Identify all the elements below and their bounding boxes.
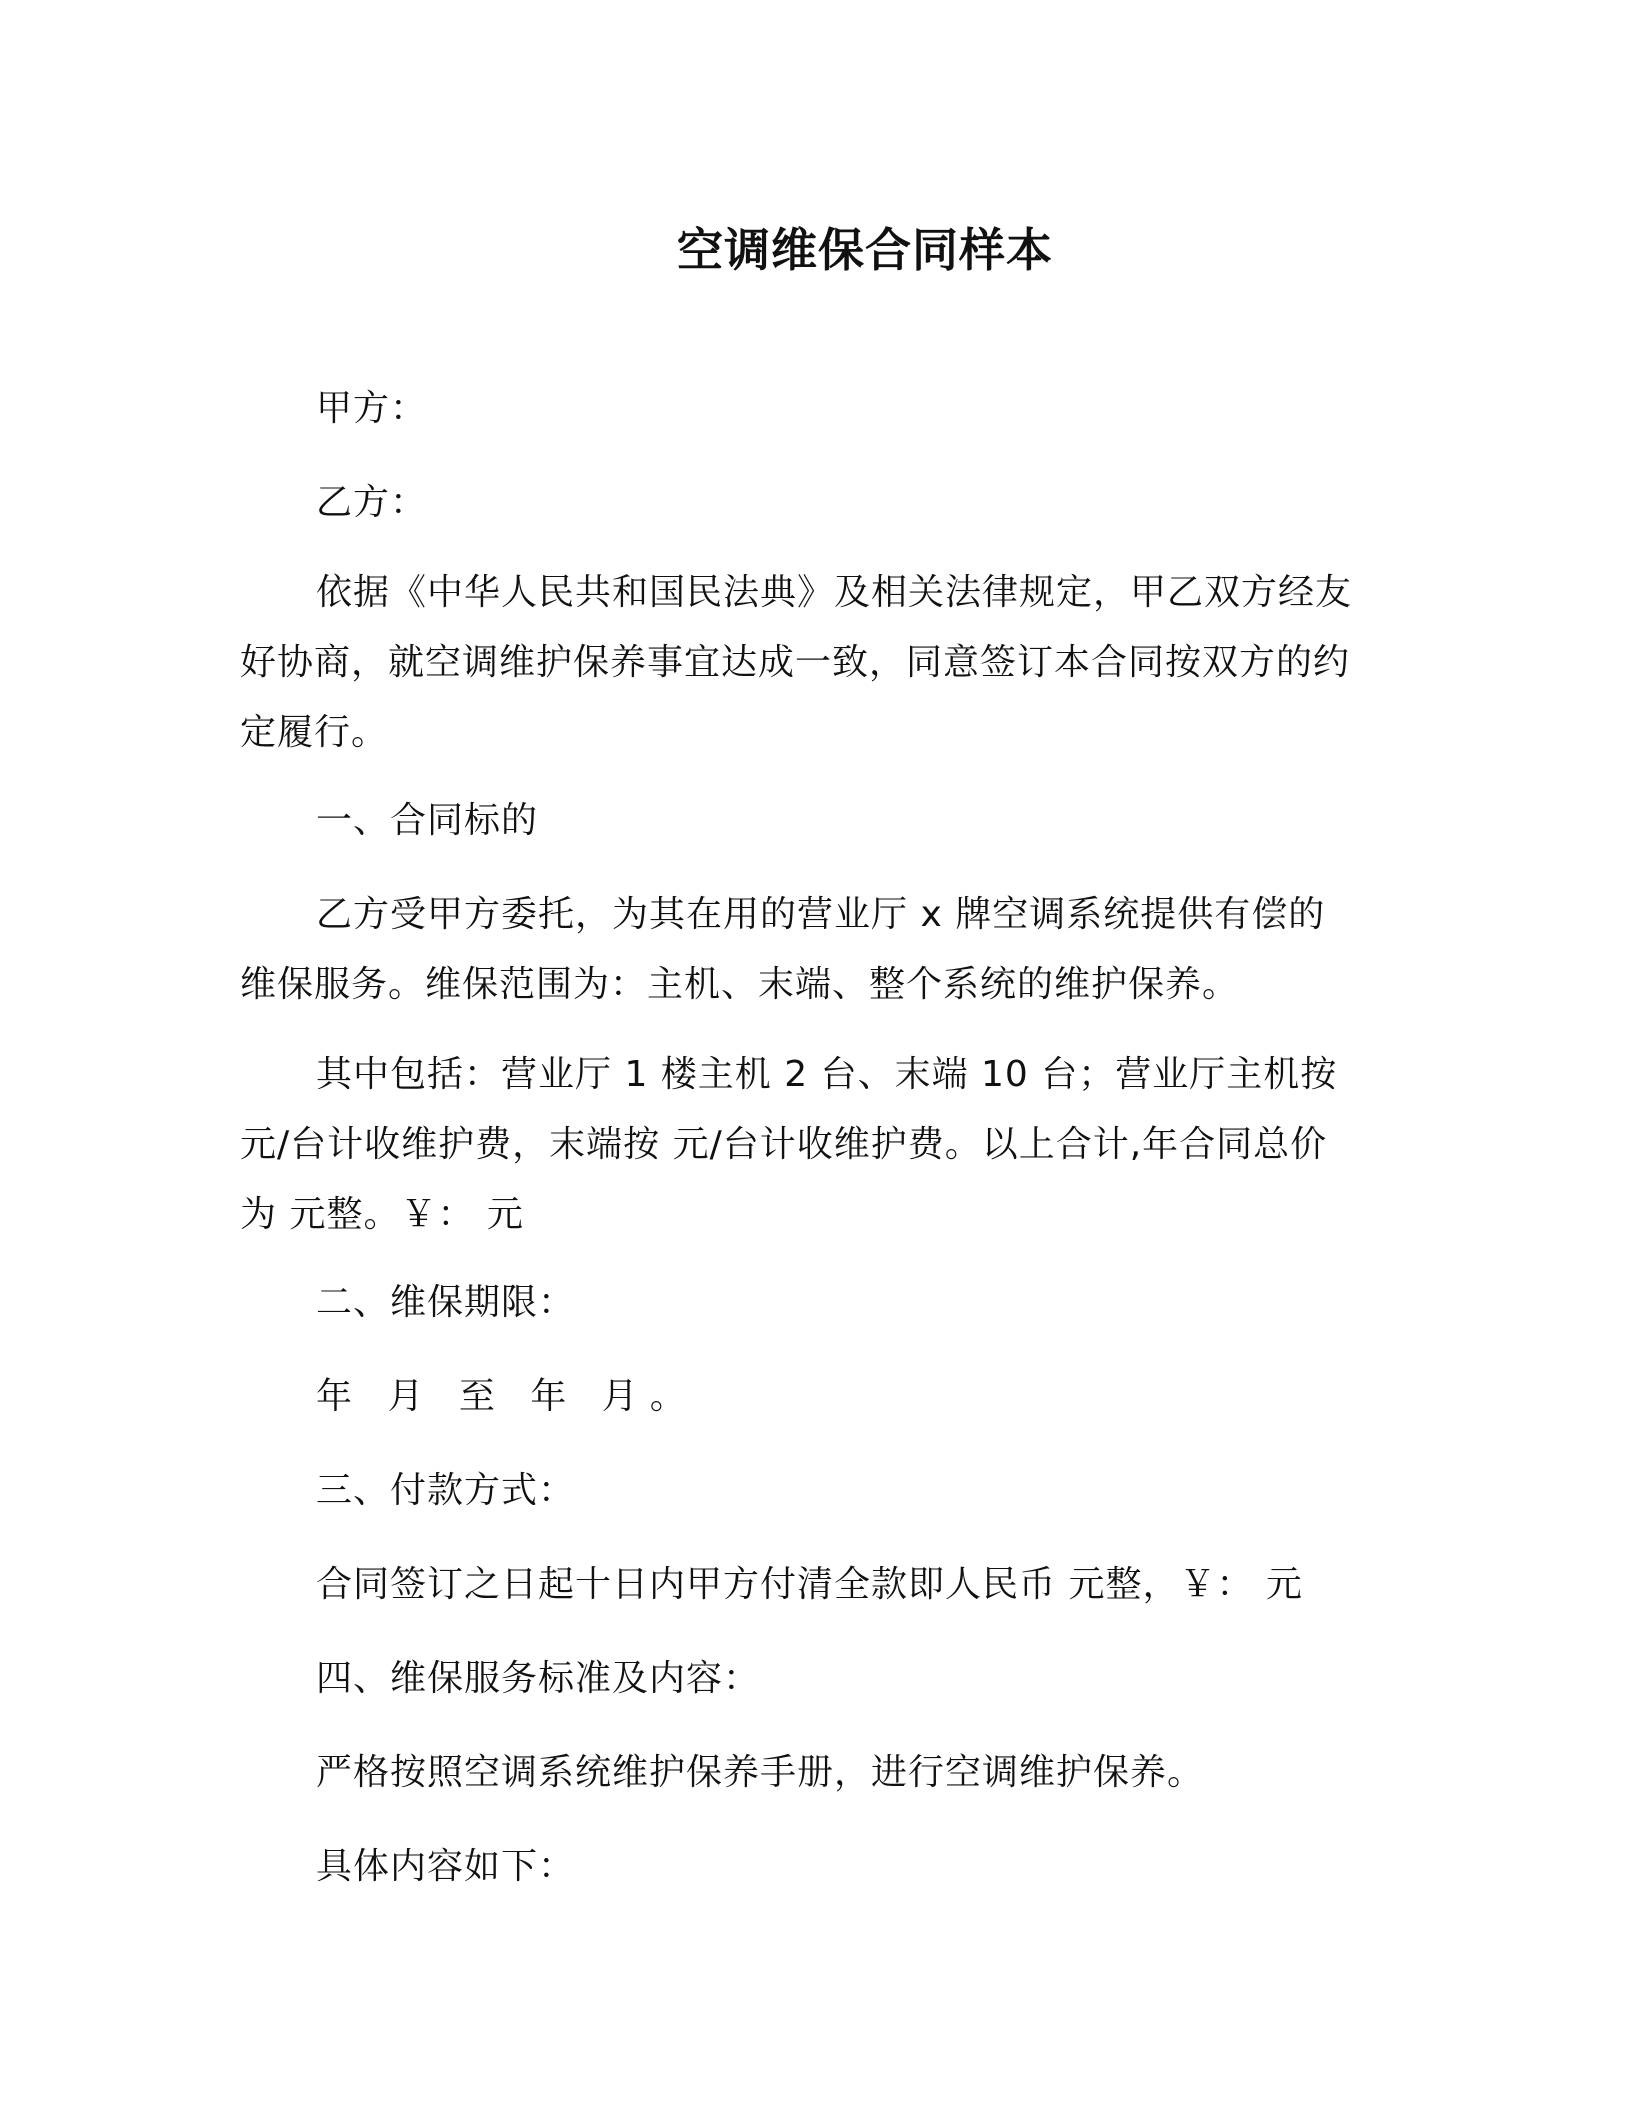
party-b-label: 乙方： [316,482,428,523]
preamble-paragraph: 依据《中华人民共和国民法典》及相关法律规定，甲乙双方经友好协商，就空调维护保养事宜达成一致，同意签订本合同按双方的约定履行。 [240,572,1353,753]
section-2-period: 年 月 至 年 月。 [316,1376,698,1417]
section-3-heading: 三、付款方式： [316,1470,576,1511]
section-4-details-label: 具体内容如下： [316,1846,576,1887]
section-2-heading: 二、维保期限： [316,1282,576,1323]
section-1-paragraph-pricing: 其中包括：营业厅 1 楼主机 2 台、末端 10 台；营业厅主机按 元/台计收维护费，末端按 元/台计收维护费。以上合计,年合同总价为 元整。￥： 元 [240,1054,1338,1235]
document-title: 空调维保合同样本 [677,223,1053,277]
section-4-heading: 四、维保服务标准及内容： [316,1658,761,1699]
section-4-standard: 严格按照空调系统维护保养手册，进行空调维护保养。 [316,1752,1205,1793]
section-3-payment-terms: 合同签订之日起十日内甲方付清全款即人民币 元整，￥： 元 [316,1564,1303,1605]
section-1-heading: 一、合同标的 [316,800,539,841]
section-1-paragraph-scope: 乙方受甲方委托，为其在用的营业厅 x 牌空调系统提供有偿的维保服务。维保范围为：主机、末端、整个系统的维护保养。 [240,894,1326,1005]
party-a-label: 甲方： [316,388,428,429]
